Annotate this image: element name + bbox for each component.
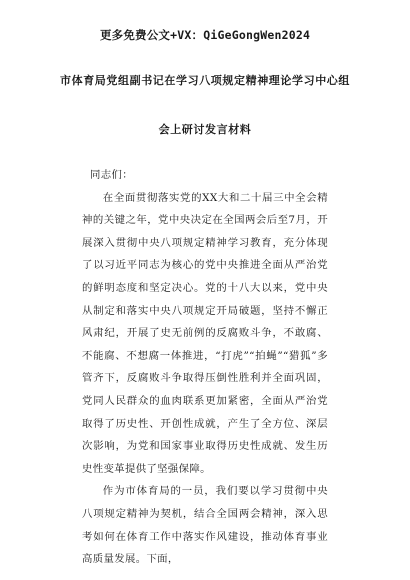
body-paragraph-2: 作为市体育局的一员，我们要以学习贯彻中央八项规定精神为契机，结合全国两会精神，深入思考如何在体育工作中落实作风建设，推动体育事业高质量发展。下面， [82, 485, 328, 566]
promo-banner: 更多免费公文+VX：QiGeGongWen2024 [99, 28, 311, 42]
body-paragraph-1: 在全面贯彻落实党的XX大和二十届三中全会精神的关键之年，党中央决定在全国两会后至7月，开展深入贯彻中央八项规定精神学习教育，充分体现了以习近平同志为核心的党中央推进全面从严治党的鲜明态度和坚定决心。党的十八大以来，党中央从制定和落实中央八项规定开局破题，坚持不懈正风肃纪，开展了史无前例的反腐败斗争，不敢腐、不能腐、不想腐一体推进，“打虎”“拍蝇”“猎狐”多管齐下，反腐败斗争取得压倒性胜利并全面巩固，党同人民群众的血肉联系更加紧密，全面从严治党取得了历史性、开创性成就，产生了全方位、深层次影响，为党和国家事业取得历史性成就、发生历史性变革提供了坚强保障。 [82, 191, 328, 475]
greeting: 同志们： [90, 169, 133, 181]
document-body [82, 164, 328, 571]
document-title-line-1: 市体育局党组副书记在学习八项规定精神理论学习中心组 [60, 74, 350, 87]
document-title-line-2: 会上研讨发言材料 [158, 123, 252, 136]
